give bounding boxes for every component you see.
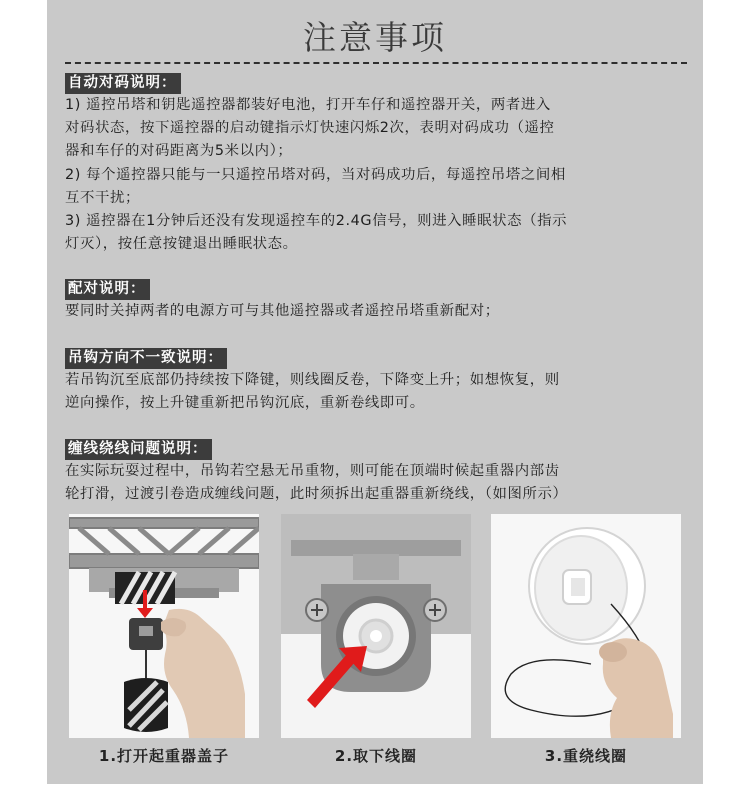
text-line: 轮打滑，过渡引卷造成缠线问题，此时须拆出起重器重新绕线，（如图所示） [65,486,568,503]
text-line: 逆向操作，按上升键重新把吊钩沉底，重新卷线即可。 [65,395,425,412]
section-body [65,460,695,506]
section-hook-direction [65,347,695,415]
page-title: 注意事项 [303,18,447,57]
title-divider [65,62,687,64]
notice-panel [47,0,703,784]
photo-rewind-coil [491,514,681,738]
text-line: 灯灭），按任意按键退出睡眠状态。 [65,236,298,253]
section-heading: 吊钩方向不一致说明： [65,348,227,369]
text-line: 若吊钩沉至底部仍持续按下降键，则线圈反卷，下降变上升；如想恢复，则 [65,372,560,388]
section-body [65,300,695,323]
text-line: 互不干扰； [65,189,140,206]
text-line: 2) 每个遥控器只能与一只遥控吊塔对码，当对码成功后，每遥控吊塔之间相 [65,166,566,183]
text-line: 器和车仔的对码距离为5米以内）； [65,143,293,160]
text-line: 在实际玩耍过程中，吊钩若空悬无吊重物，则可能在顶端时候起重器内部齿 [65,463,560,479]
section-pairing [65,278,695,323]
caption-step-3: 3.重绕线圈 [544,747,628,765]
text-line: 要同时关掉两者的电源方可与其他遥控器或者遥控吊塔重新配对； [65,303,500,319]
section-auto-pairing [65,72,695,256]
photo-remove-coil [281,514,471,738]
section-heading: 配对说明： [65,279,150,300]
section-body [65,369,695,415]
text-line: 1) 遥控吊塔和钥匙遥控器都装好电池，打开车仔和遥控器开关，两者进入 [65,97,551,113]
section-wire-tangle [65,438,695,506]
section-heading: 自动对码说明： [65,73,181,94]
text-line: 3) 遥控器在1分钟后还没有发现遥控车的2.4G信号，则进入睡眠状态（指示 [65,213,568,230]
text-line: 对码状态，按下遥控器的启动键指示灯快速闪烁2次，表明对码成功（遥控 [65,120,555,137]
caption-step-2: 2.取下线圈 [334,747,418,765]
section-heading: 缠线绕线问题说明： [65,439,212,460]
caption-step-1: 1.打开起重器盖子 [98,747,230,765]
photo-open-cover [69,514,259,738]
instruction-photos [69,514,681,738]
section-body [65,94,695,256]
